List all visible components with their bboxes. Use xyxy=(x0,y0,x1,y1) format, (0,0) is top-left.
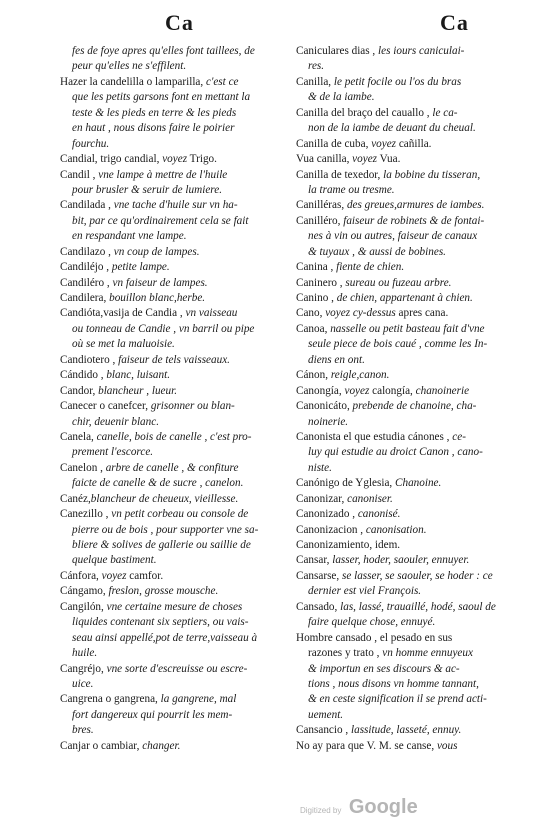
entry-line xyxy=(296,44,528,59)
entry-line xyxy=(296,631,528,646)
entry-line xyxy=(60,430,292,445)
headword-text: Canilla de cuba, xyxy=(296,137,372,150)
headword-text: Canela, xyxy=(60,430,97,443)
definition-text: arbre de canelle , & confiture xyxy=(105,461,239,474)
entry-line xyxy=(60,59,292,74)
definition-text: vous xyxy=(436,739,458,752)
definition-text: blanc, luisant. xyxy=(106,369,171,382)
definition-text: se lasser, se saouler, se hoder : ce xyxy=(341,569,493,582)
entry-line xyxy=(60,600,292,615)
definition-text: en haut , nous disons faire le poirier xyxy=(72,122,235,135)
entry-line xyxy=(60,399,292,414)
headword-text: Candióta,vasija de Candia , xyxy=(60,307,186,320)
headword-text: Cángamo, xyxy=(60,585,109,598)
entry-line xyxy=(60,677,292,692)
headword-text: Cangilón, xyxy=(60,600,107,613)
definition-text: des greues,armures de iambes. xyxy=(346,199,485,212)
headword-text: Cano, xyxy=(296,307,326,320)
definition-text: & de la iambe. xyxy=(308,91,375,104)
definition-text: voyez xyxy=(352,153,378,166)
entry-line xyxy=(296,183,528,198)
definition-text: & tuyaux , & aussi de bobines. xyxy=(308,245,446,258)
definition-text: canonisé. xyxy=(357,508,401,521)
entry-line xyxy=(60,492,292,507)
headword-text: Cansar, xyxy=(296,554,333,567)
headword-text: Canoa, xyxy=(296,322,331,335)
definition-text: où se met la maluoisie. xyxy=(72,338,175,351)
entry-line xyxy=(296,368,528,383)
headword-text: Canino , xyxy=(296,292,337,304)
entry-line xyxy=(60,168,292,183)
entry-line xyxy=(296,121,528,136)
definition-text: vn homme ennuyeux xyxy=(382,647,473,660)
definition-text: prement l'escorce. xyxy=(72,446,154,459)
entry-line xyxy=(60,631,292,646)
headword-text: Canelon , xyxy=(60,461,106,474)
definition-text: bliere & solives de gallerie ou saillie de xyxy=(72,539,251,551)
definition-text: chanoinerie xyxy=(415,384,470,397)
definition-text: voyez xyxy=(101,569,127,582)
running-headword-right: Ca xyxy=(440,10,469,35)
entry-line xyxy=(60,662,292,677)
entry-line xyxy=(60,229,292,244)
entry-line xyxy=(296,214,528,229)
entry-line xyxy=(296,600,528,615)
entry-line xyxy=(296,260,528,275)
headword-text: No ay para que V. M. se canse, xyxy=(296,739,437,752)
headword-text: Cansarse, xyxy=(296,569,342,582)
headword-text: Hazer la candelilla o lamparilla, xyxy=(60,75,206,88)
definition-text: prebende de chanoine, cha- xyxy=(352,400,477,413)
entry-line xyxy=(60,260,292,275)
entry-line xyxy=(60,538,292,553)
definition-text: ce- xyxy=(452,430,466,443)
definition-text: fort dangereux qui pourrit les mem- xyxy=(72,708,233,721)
headword-text: Canilla del braço del cauallo , xyxy=(296,106,433,119)
entry-line xyxy=(296,384,528,399)
definition-text: luy qui estudie au droict Canon , cano- xyxy=(308,446,483,459)
definition-text: uice. xyxy=(72,677,94,690)
entry-line xyxy=(60,337,292,352)
headword-text: Canónigo de Yglesia, xyxy=(296,477,396,490)
definition-text: sureau ou fuzeau arbre. xyxy=(345,276,452,289)
definition-text: petite lampe. xyxy=(111,261,170,274)
entry-line xyxy=(296,492,528,507)
definition-text: faiseur de robinets & de fontai- xyxy=(343,214,485,227)
headword-text: Cangrena o gangrena, xyxy=(60,693,161,706)
definition-text: canelle, bois de canelle , c'est pro- xyxy=(96,430,252,443)
entry-line xyxy=(296,353,528,368)
headword-text: Canonicáto, xyxy=(296,400,353,413)
entry-line xyxy=(296,152,528,167)
headword-text: calongía, xyxy=(369,384,416,397)
definition-text: cy-dessus xyxy=(352,307,396,320)
definition-text: faiseur de tels vaisseaux. xyxy=(118,353,230,366)
headword-text: Cánfora, xyxy=(60,569,102,582)
headword-text: Candilazo , xyxy=(60,245,114,258)
entry-line xyxy=(296,399,528,414)
entry-line xyxy=(296,245,528,260)
headword-text: Vua. xyxy=(377,153,401,166)
headword-text: Candiléjo , xyxy=(60,261,112,274)
entry-line xyxy=(296,507,528,522)
headword-text: Hombre cansado , el pesado en sus xyxy=(296,631,453,644)
definition-text: & importun en ses discours & ac- xyxy=(308,662,460,675)
definition-text: fiente de chien. xyxy=(336,261,405,274)
entry-line xyxy=(60,476,292,491)
entry-line xyxy=(60,723,292,738)
headword-text: camfor. xyxy=(126,569,164,582)
entry-line xyxy=(60,198,292,213)
definition-text: pour brusler & seruir de lumiere. xyxy=(72,183,222,196)
definition-text: lassitude, lasseté, ennuy. xyxy=(351,724,462,737)
entry-line xyxy=(60,569,292,584)
definition-text: vne sorte d'escreuisse ou escre- xyxy=(106,662,248,675)
definition-text: pierre ou de bois , pour supporter vne sa- xyxy=(72,523,259,536)
google-logo: Google xyxy=(348,796,418,818)
entry-line xyxy=(296,168,528,183)
digitized-watermark xyxy=(300,796,418,819)
entry-line xyxy=(296,569,528,584)
definition-text: bit, par ce qu'ordinairement cela se fait xyxy=(72,214,249,227)
definition-text: seule piece de bois caué , comme les In- xyxy=(308,338,488,351)
entry-line xyxy=(296,337,528,352)
definition-text: fourchu. xyxy=(72,137,110,150)
definition-text: noinerie. xyxy=(308,415,349,428)
definition-text: niste. xyxy=(308,461,332,474)
entry-line xyxy=(296,723,528,738)
definition-text: vn faiseur de lampes. xyxy=(112,276,208,289)
entry-line xyxy=(60,615,292,630)
definition-text: c'est ce xyxy=(205,75,239,88)
definition-text: & en ceste signification il se prend acti- xyxy=(308,693,487,706)
entry-line xyxy=(296,584,528,599)
headword-text: Candil , xyxy=(60,168,99,181)
entry-line xyxy=(60,368,292,383)
definition-text: la gangrene, mal xyxy=(160,693,237,706)
definition-text: voyez xyxy=(162,153,188,166)
definition-text: dernier est viel François. xyxy=(308,585,422,598)
headword-text: Canonizamiento, idem. xyxy=(296,539,401,551)
headword-text: Cándido , xyxy=(60,369,107,382)
entry-line xyxy=(60,44,292,59)
entry-line xyxy=(60,646,292,661)
running-headword-left: Ca xyxy=(165,10,194,35)
right-column xyxy=(296,44,528,754)
entry-line xyxy=(296,430,528,445)
definition-text: teste & les pieds en terre & les pieds xyxy=(72,106,237,119)
entry-line xyxy=(296,646,528,661)
headword-text: Candial, trigo candial, xyxy=(60,153,163,166)
definition-text: bres. xyxy=(72,724,94,737)
entry-line xyxy=(296,461,528,476)
entry-line xyxy=(296,229,528,244)
headword-text: Caninero , xyxy=(296,276,346,289)
headword-text: Canilléras, xyxy=(296,199,347,212)
headword-text: Canecer o canefcer, xyxy=(60,400,151,413)
definition-text: changer. xyxy=(142,739,181,752)
entry-line xyxy=(60,353,292,368)
definition-text: vn petit corbeau ou console de xyxy=(111,508,249,521)
headword-text: Candor, xyxy=(60,384,99,397)
entry-line xyxy=(296,415,528,430)
entry-line xyxy=(60,322,292,337)
definition-text: voyez xyxy=(371,137,397,150)
definition-text: quelque bastiment. xyxy=(72,554,157,567)
entry-line xyxy=(296,445,528,460)
entry-line xyxy=(296,75,528,90)
definition-text: vn coup de lampes. xyxy=(113,245,200,258)
definition-text: la bobine du tisseran, xyxy=(383,168,481,181)
definition-text: tions , nous disons vn homme tannant, xyxy=(308,677,479,690)
headword-text: Candilera, xyxy=(60,292,110,304)
definition-text: bouillon blanc,herbe. xyxy=(109,292,206,304)
headword-text: Candiotero , xyxy=(60,353,119,366)
headword-text: Cansado, xyxy=(296,600,341,613)
entry-line xyxy=(60,384,292,399)
entry-line xyxy=(296,553,528,568)
entry-line xyxy=(60,445,292,460)
definition-text: peur qu'elles ne s'effilent. xyxy=(72,60,187,73)
headword-text: Canongía, xyxy=(296,384,345,397)
entry-line xyxy=(296,291,528,306)
entry-line xyxy=(60,739,292,754)
entry-line xyxy=(296,476,528,491)
entry-line xyxy=(296,523,528,538)
headword-text: Canonista el que estudia cánones , xyxy=(296,430,453,443)
definition-text: grisonner ou blan- xyxy=(150,400,235,413)
definition-text: voyez xyxy=(325,307,351,320)
headword-text: Trigo. xyxy=(187,153,217,166)
entry-line xyxy=(60,75,292,90)
entry-line xyxy=(60,692,292,707)
definition-text: chir, deuenir blanc. xyxy=(72,415,159,428)
definition-text: ou tonneau de Candie , vn barril ou pipe xyxy=(72,322,255,335)
definition-text: res. xyxy=(308,60,325,73)
entry-line xyxy=(60,214,292,229)
entry-line xyxy=(60,137,292,152)
definition-text: lasser, hoder, saouler, ennuyer. xyxy=(332,554,470,567)
headword-text: Canonizar, xyxy=(296,492,348,505)
entry-line xyxy=(60,121,292,136)
entry-line xyxy=(60,291,292,306)
definition-text: canonisation. xyxy=(365,523,427,536)
headword-text: Canjar o cambiar, xyxy=(60,739,143,752)
entry-line xyxy=(296,137,528,152)
definition-text: reigle,canon. xyxy=(330,369,390,382)
definition-text: vne tache d'huile sur vn ha- xyxy=(113,199,238,212)
headword-text: Canilla de texedor, xyxy=(296,168,384,181)
definition-text: de chien, appartenant à chien. xyxy=(336,292,473,304)
entry-line xyxy=(60,245,292,260)
left-column xyxy=(60,44,292,754)
headword-text: Caniculares dias , xyxy=(296,45,379,57)
entry-line xyxy=(296,708,528,723)
definition-text: liquides contenant six septiers, ou vais- xyxy=(72,616,249,629)
entry-line xyxy=(60,523,292,538)
headword-text: Canezillo , xyxy=(60,508,112,521)
entry-line xyxy=(60,461,292,476)
headword-text: Canonizado , xyxy=(296,508,358,521)
definition-text: le petit focile ou l'os du bras xyxy=(333,75,462,88)
entry-line xyxy=(60,584,292,599)
definition-text: diens en ont. xyxy=(308,353,365,366)
entry-line xyxy=(296,276,528,291)
headword-text: Cangréjo, xyxy=(60,662,107,675)
entry-line xyxy=(60,708,292,723)
headword-text: cañilla. xyxy=(396,137,432,150)
entry-line xyxy=(60,415,292,430)
headword-text: razones y trato , xyxy=(308,647,383,660)
headword-text: apres cana. xyxy=(395,307,449,320)
entry-line xyxy=(296,615,528,630)
headword-text: Canonizacion , xyxy=(296,523,366,536)
definition-text: les iours caniculai- xyxy=(378,45,465,57)
headword-text: Candiléro , xyxy=(60,276,113,289)
entry-line xyxy=(60,106,292,121)
entry-line xyxy=(296,692,528,707)
definition-text: huile. xyxy=(72,647,98,660)
definition-text: vne lampe à mettre de l'huile xyxy=(98,168,228,181)
definition-text: canoniser. xyxy=(347,492,393,505)
entry-line xyxy=(60,306,292,321)
definition-text: que les petits garsons font en mettant la xyxy=(72,91,251,104)
definition-text: voyez xyxy=(344,384,370,397)
entry-line xyxy=(296,739,528,754)
definition-text: non de la iambe de deuant du cheual. xyxy=(308,122,476,135)
entry-line xyxy=(296,106,528,121)
digitized-label: Digitized by xyxy=(300,806,342,815)
entry-line xyxy=(60,90,292,105)
entry-line xyxy=(296,198,528,213)
entry-line xyxy=(296,662,528,677)
definition-text: fes de foye apres qu'elles font taillees, de xyxy=(72,45,255,57)
headword-text: Canéz, xyxy=(60,492,91,505)
definition-text: blancheur de cheueux, vieillesse. xyxy=(90,492,239,505)
entry-line xyxy=(296,306,528,321)
definition-text: las, lassé, trauaillé, hodé, saoul de xyxy=(340,600,496,613)
headword-text: Vua canilla, xyxy=(296,153,353,166)
headword-text: Canilléro, xyxy=(296,214,344,227)
definition-text: le ca- xyxy=(432,106,458,119)
definition-text: uement. xyxy=(308,708,344,721)
entry-line xyxy=(60,276,292,291)
definition-text: vn vaisseau xyxy=(185,307,238,320)
entry-line xyxy=(296,538,528,553)
definition-text: nasselle ou petit basteau fait d'vne xyxy=(330,322,485,335)
entry-line xyxy=(60,152,292,167)
entry-line xyxy=(296,677,528,692)
definition-text: freslon, grosse mousche. xyxy=(108,585,219,598)
entry-line xyxy=(296,59,528,74)
entry-line xyxy=(296,90,528,105)
headword-text: Candilada , xyxy=(60,199,114,212)
definition-text: seau ainsi appellé,pot de terre,vaisseau à xyxy=(72,631,258,644)
definition-text: faire quelque chose, ennuyé. xyxy=(308,616,436,629)
definition-text: blancheur , lueur. xyxy=(98,384,178,397)
entry-line xyxy=(60,507,292,522)
definition-text: faicte de canelle & de sucre , canelon. xyxy=(72,477,244,490)
headword-text: Canina , xyxy=(296,261,337,274)
entry-line xyxy=(60,183,292,198)
headword-text: Cansancio , xyxy=(296,724,351,737)
definition-text: la trame ou tresme. xyxy=(308,183,395,196)
definition-text: vne certaine mesure de choses xyxy=(106,600,243,613)
entry-line xyxy=(296,322,528,337)
definition-text: Chanoine. xyxy=(395,477,442,490)
definition-text: en respandant vne lampe. xyxy=(72,230,187,243)
entry-line xyxy=(60,553,292,568)
headword-text: Cánon, xyxy=(296,369,331,382)
headword-text: Canilla, xyxy=(296,75,334,88)
definition-text: nes à vin ou autres, faiseur de canaux xyxy=(308,230,478,243)
